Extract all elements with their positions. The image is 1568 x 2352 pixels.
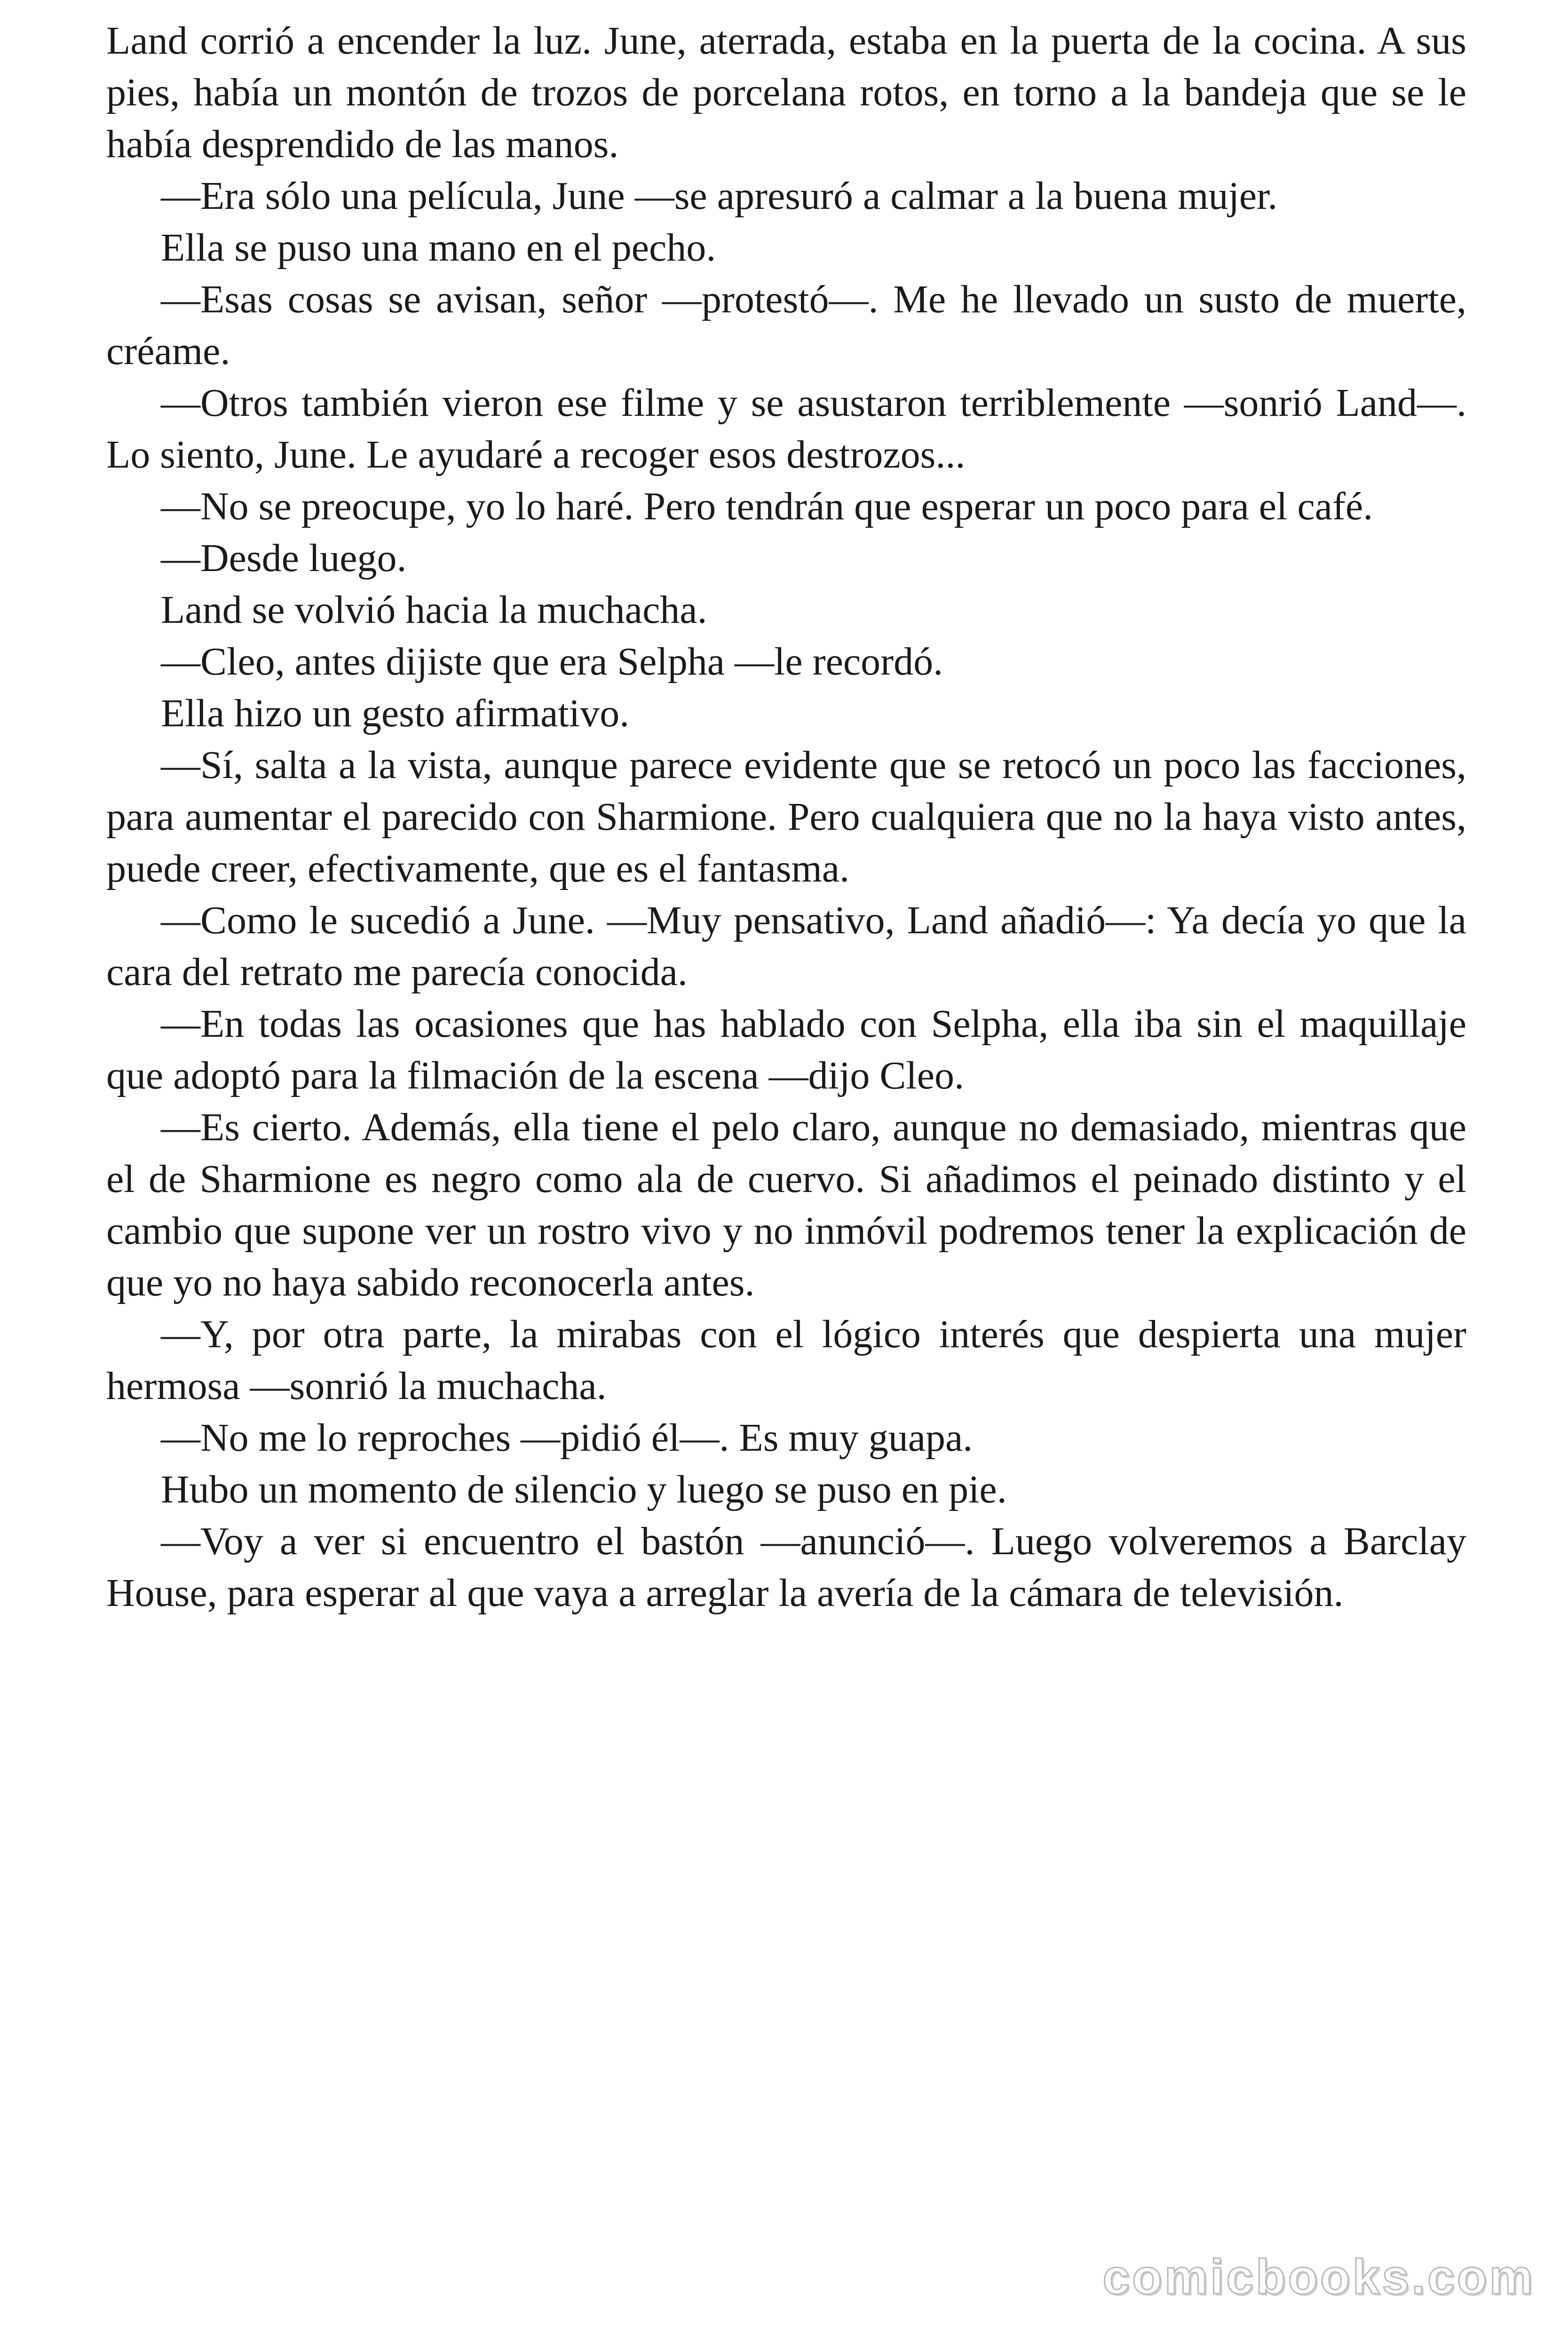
paragraph: —Era sólo una película, June —se apresuró a calmar a la buena mujer. xyxy=(161,174,1278,218)
paragraph: Land se volvió hacia la muchacha. xyxy=(161,588,707,632)
watermark-text: comicbooks.com xyxy=(1102,2250,1535,2304)
paragraph: Ella hizo un gesto afirmativo. xyxy=(161,691,630,735)
paragraph: Land corrió a encender la luz. June, aterrada, estaba en la puerta de la cocina. A sus pies, había un montón de trozos de porcelana rotos, en torno a la bandeja que se le había desprendido de las manos. xyxy=(106,19,1466,166)
paragraph: —Y, por otra parte, la mirabas con el lógico interés que despierta una mujer hermosa —sonrió la muchacha. xyxy=(106,1312,1466,1408)
paragraph: —Como le sucedió a June. —Muy pensativo, Land añadió—: Ya decía yo que la cara del retrato me parecía conocida. xyxy=(106,898,1466,994)
paragraph: —En todas las ocasiones que has hablado con Selpha, ella iba sin el maquillaje que adoptó para la filmación de la escena —dijo Cleo. xyxy=(106,1002,1466,1097)
body-text xyxy=(106,15,1466,1619)
paragraph: —Esas cosas se avisan, señor —protestó—. Me he llevado un susto de muerte, créame. xyxy=(106,278,1466,373)
paragraph: —No se preocupe, yo lo haré. Pero tendrán que esperar un poco para el café. xyxy=(161,485,1373,528)
paragraph: —Cleo, antes dijiste que era Selpha —le recordó. xyxy=(161,640,943,683)
paragraph: —No me lo reproches —pidió él—. Es muy guapa. xyxy=(161,1416,973,1460)
paragraph: —Desde luego. xyxy=(161,536,407,580)
paragraph: —Es cierto. Además, ella tiene el pelo claro, aunque no demasiado, mientras que el de Sharmione es negro como ala de cuervo. Si añadimos el peinado distinto y el cambio que supone ver un rostro vivo y no inmóvil podremos tener la explicación de que yo no haya sabido reconocerla antes. xyxy=(106,1105,1466,1304)
paragraph: Hubo un momento de silencio y luego se puso en pie. xyxy=(161,1468,1007,1511)
paragraph: —Otros también vieron ese filme y se asustaron terriblemente —sonrió Land—. Lo siento, June. Le ayudaré a recoger esos destrozos... xyxy=(106,381,1466,477)
paragraph: —Sí, salta a la vista, aunque parece evidente que se retocó un poco las facciones, para aumentar el parecido con Sharmione. Pero cualquiera que no la haya visto antes, puede creer, efectivamente, que es el fantasma. xyxy=(106,743,1466,890)
paragraph: —Voy a ver si encuentro el bastón —anunció—. Luego volveremos a Barclay House, para esperar al que vaya a arreglar la avería de la cámara de televisión. xyxy=(106,1519,1466,1615)
paragraph: Ella se puso una mano en el pecho. xyxy=(161,226,716,270)
